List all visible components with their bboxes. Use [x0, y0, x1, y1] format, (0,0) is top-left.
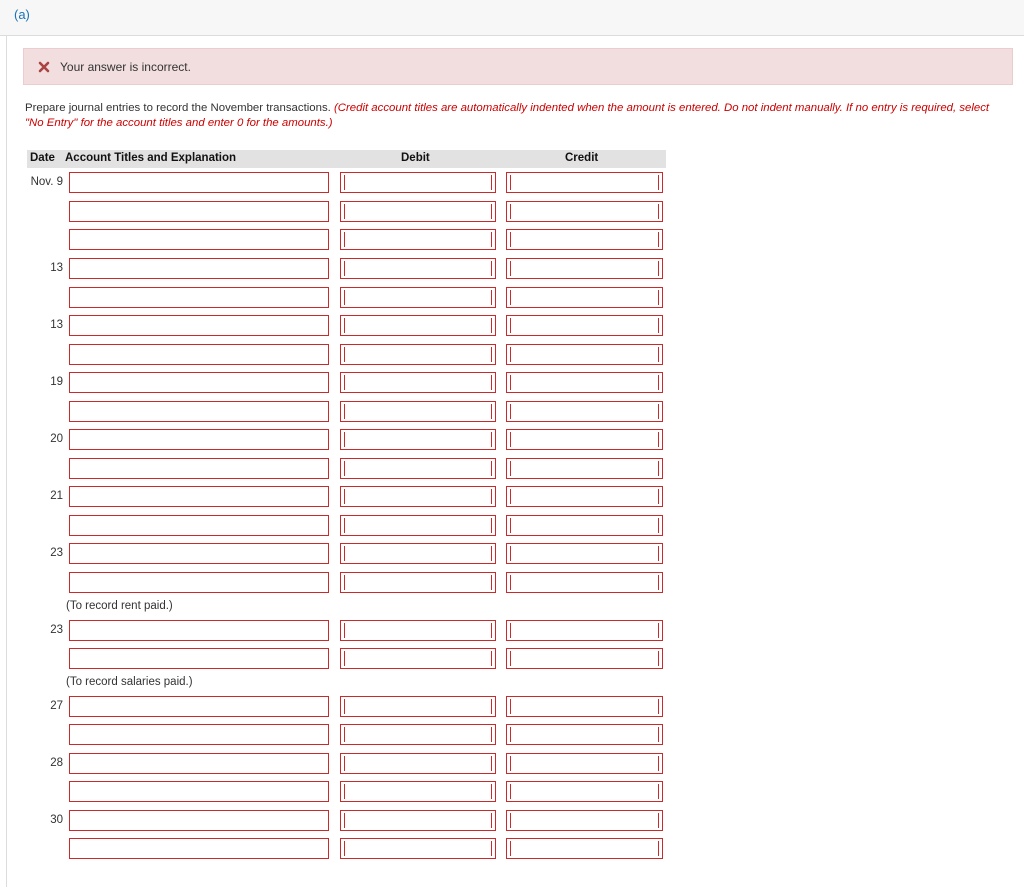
credit-input[interactable] [506, 372, 663, 393]
instructions-hint: (Credit account titles are automatically indented when the amount is entered. Do not indent manually. If no entry is required, select "No Entry" for the account titles and enter 0 for the amounts.) [25, 102, 990, 129]
credit-input[interactable] [506, 401, 663, 422]
account-title-input[interactable] [69, 372, 329, 393]
account-title-input[interactable] [69, 753, 329, 774]
debit-input[interactable] [340, 287, 496, 308]
explanation-memo: (To record salaries paid.) [66, 676, 193, 688]
credit-input[interactable] [506, 258, 663, 279]
debit-input[interactable] [340, 543, 496, 564]
debit-input[interactable] [340, 572, 496, 593]
credit-input[interactable] [506, 458, 663, 479]
debit-input[interactable] [340, 344, 496, 365]
date-label: 13 [50, 262, 63, 274]
journal-table-header [27, 150, 666, 168]
credit-input[interactable] [506, 486, 663, 507]
date-label: 30 [50, 814, 63, 826]
header-debit: Debit [401, 152, 430, 164]
credit-input[interactable] [506, 781, 663, 802]
credit-input[interactable] [506, 429, 663, 450]
credit-input[interactable] [506, 838, 663, 859]
date-label: 19 [50, 376, 63, 388]
account-title-input[interactable] [69, 543, 329, 564]
credit-input[interactable] [506, 696, 663, 717]
account-title-input[interactable] [69, 258, 329, 279]
debit-input[interactable] [340, 753, 496, 774]
header-account-titles: Account Titles and Explanation [65, 152, 237, 164]
credit-input[interactable] [506, 515, 663, 536]
account-title-input[interactable] [69, 486, 329, 507]
debit-input[interactable] [340, 258, 496, 279]
account-title-input[interactable] [69, 724, 329, 745]
date-label: Nov. 9 [30, 176, 63, 188]
header-credit: Credit [565, 152, 599, 164]
account-title-input[interactable] [69, 620, 329, 641]
credit-input[interactable] [506, 315, 663, 336]
header-date: Date [30, 152, 55, 164]
account-title-input[interactable] [69, 429, 329, 450]
credit-input[interactable] [506, 201, 663, 222]
credit-input[interactable] [506, 543, 663, 564]
credit-input[interactable] [506, 620, 663, 641]
debit-input[interactable] [340, 229, 496, 250]
account-title-input[interactable] [69, 315, 329, 336]
date-label: 23 [50, 624, 63, 636]
account-title-input[interactable] [69, 229, 329, 250]
account-title-input[interactable] [69, 458, 329, 479]
account-title-input[interactable] [69, 781, 329, 802]
debit-input[interactable] [340, 401, 496, 422]
debit-input[interactable] [340, 838, 496, 859]
account-title-input[interactable] [69, 172, 329, 193]
date-label: 20 [50, 433, 63, 445]
debit-input[interactable] [340, 781, 496, 802]
instructions-text: Prepare journal entries to record the November transactions. [25, 102, 334, 114]
account-title-input[interactable] [69, 401, 329, 422]
account-title-input[interactable] [69, 287, 329, 308]
debit-input[interactable] [340, 372, 496, 393]
credit-input[interactable] [506, 344, 663, 365]
debit-input[interactable] [340, 315, 496, 336]
account-title-input[interactable] [69, 572, 329, 593]
part-header [0, 0, 1024, 36]
account-title-input[interactable] [69, 838, 329, 859]
alert-message: Your answer is incorrect. [60, 59, 191, 74]
debit-input[interactable] [340, 648, 496, 669]
credit-input[interactable] [506, 287, 663, 308]
debit-input[interactable] [340, 172, 496, 193]
date-label: 28 [50, 757, 63, 769]
date-label: 27 [50, 700, 63, 712]
debit-input[interactable] [340, 486, 496, 507]
debit-input[interactable] [340, 724, 496, 745]
explanation-memo: (To record rent paid.) [66, 600, 173, 612]
close-icon [38, 61, 50, 73]
date-label: 23 [50, 547, 63, 559]
account-title-input[interactable] [69, 201, 329, 222]
date-label: 21 [50, 490, 63, 502]
account-title-input[interactable] [69, 648, 329, 669]
debit-input[interactable] [340, 429, 496, 450]
account-title-input[interactable] [69, 515, 329, 536]
credit-input[interactable] [506, 572, 663, 593]
credit-input[interactable] [506, 810, 663, 831]
incorrect-answer-alert [23, 48, 1013, 85]
date-label: 13 [50, 319, 63, 331]
account-title-input[interactable] [69, 344, 329, 365]
credit-input[interactable] [506, 724, 663, 745]
debit-input[interactable] [340, 458, 496, 479]
credit-input[interactable] [506, 172, 663, 193]
debit-input[interactable] [340, 810, 496, 831]
credit-input[interactable] [506, 753, 663, 774]
debit-input[interactable] [340, 620, 496, 641]
debit-input[interactable] [340, 515, 496, 536]
debit-input[interactable] [340, 201, 496, 222]
credit-input[interactable] [506, 648, 663, 669]
part-label[interactable]: (a) [14, 7, 30, 22]
account-title-input[interactable] [69, 810, 329, 831]
instructions [25, 101, 1010, 131]
credit-input[interactable] [506, 229, 663, 250]
account-title-input[interactable] [69, 696, 329, 717]
debit-input[interactable] [340, 696, 496, 717]
